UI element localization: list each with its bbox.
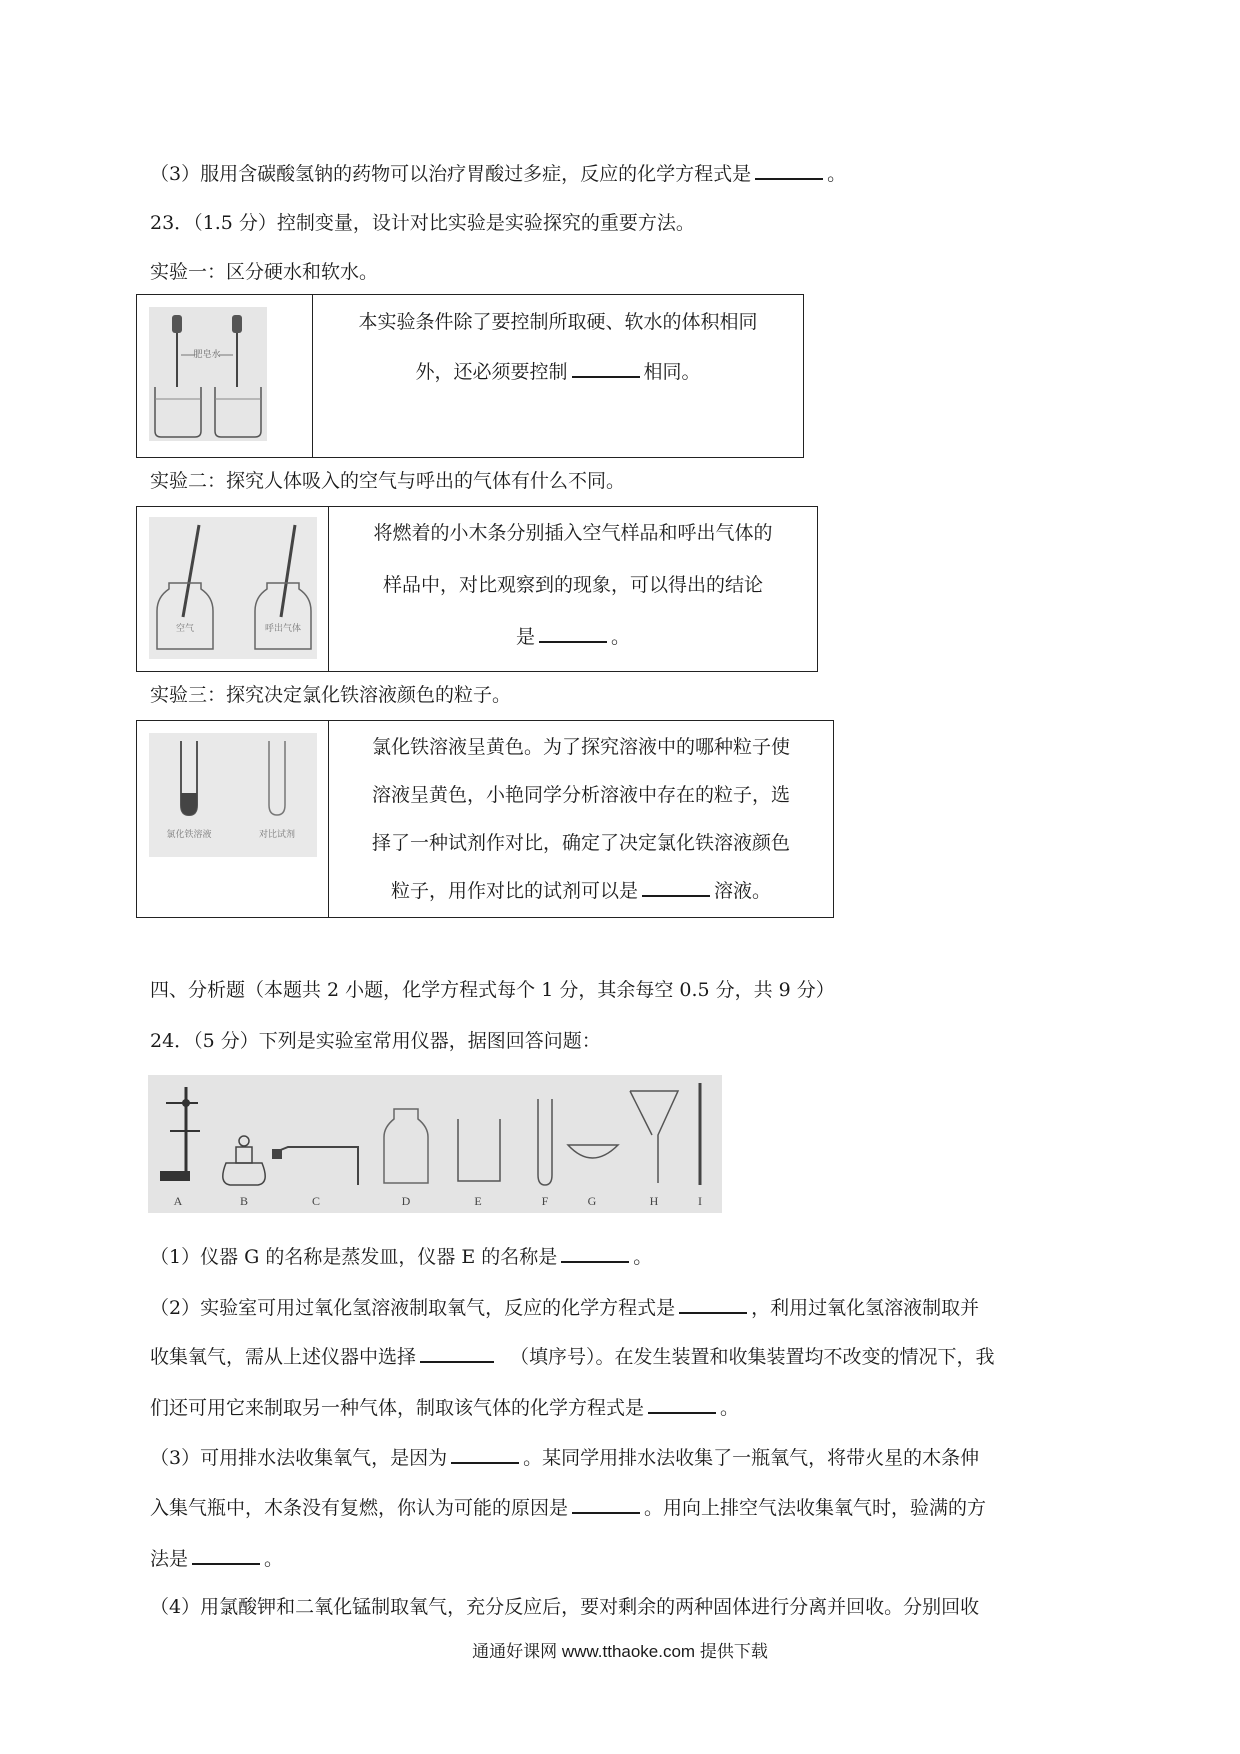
exp3-image-cell bbox=[137, 721, 329, 917]
apparatus-label-h: H bbox=[649, 1194, 659, 1208]
apparatus-figure bbox=[148, 1075, 722, 1213]
exp2-text-cell: 将燃着的小木条分别插入空气样品和呼出气体的 样品中，对比观察到的现象，可以得出的结论 是 。 bbox=[373, 522, 773, 648]
comparison-reagent-label: 对比试剂 bbox=[258, 829, 296, 839]
soap-water-label: 肥皂水 bbox=[193, 349, 221, 359]
ferric-chloride-label: 氯化铁溶液 bbox=[166, 829, 212, 839]
answer-blank bbox=[642, 877, 710, 897]
answer-blank bbox=[192, 1545, 260, 1565]
page-footer: 通通好课网 www.tthaoke.com 提供下载 bbox=[472, 1642, 768, 1661]
exp2-image bbox=[137, 507, 329, 669]
answer-blank bbox=[561, 1243, 629, 1263]
air-label: 空气 bbox=[175, 623, 195, 633]
apparatus-label-a: A bbox=[173, 1194, 183, 1208]
q24-header: 24．（5 分）下列是实验室常用仪器，据图回答问题： bbox=[150, 1030, 601, 1052]
apparatus-label-e: E bbox=[474, 1194, 482, 1208]
answer-blank bbox=[648, 1394, 716, 1414]
apparatus-label-g: G bbox=[587, 1194, 597, 1208]
q24-part2-line2: 收集氧气，需从上述仪器中选择 （填序号）。在发生装置和收集装置均不改变的情况下，我 bbox=[150, 1343, 995, 1370]
section4-header: 四、分析题（本题共 2 小题，化学方程式每个 1 分，其余每空 0.5 分，共 9 分） bbox=[150, 979, 835, 1001]
apparatus-label-c: C bbox=[311, 1194, 321, 1208]
exp2-table bbox=[136, 506, 818, 672]
q24-part2-line1: （2）实验室可用过氧化氢溶液制取氧气，反应的化学方程式是 ，利用过氧化氢溶液制取并 bbox=[150, 1294, 979, 1321]
exp2-title: 实验二：探究人体吸入的空气与呼出的气体有什么不同。 bbox=[150, 470, 626, 492]
q24-part3-line1: （3）可用排水法收集氧气，是因为 。某同学用排水法收集了一瓶氧气，将带火星的木条伸 bbox=[150, 1444, 979, 1471]
apparatus-label-d: D bbox=[401, 1194, 411, 1208]
apparatus-label-i: I bbox=[698, 1194, 702, 1208]
exp1-text-cell: 本实验条件除了要控制所取硬、软水的体积相同 外，还必须要控制 相同。 bbox=[358, 311, 758, 383]
apparatus-label-b: B bbox=[239, 1194, 249, 1208]
q24-part3-line3: 法是 。 bbox=[150, 1545, 283, 1572]
answer-blank bbox=[755, 160, 823, 180]
answer-blank bbox=[539, 623, 607, 643]
exp3-title: 实验三：探究决定氯化铁溶液颜色的粒子。 bbox=[150, 684, 512, 706]
answer-blank bbox=[679, 1294, 747, 1314]
exp3-text-cell: 氯化铁溶液呈黄色。为了探究溶液中的哪种粒子使 溶液呈黄色，小艳同学分析溶液中存在的粒子，选 择了一种试剂作对比，确定了决定氯化铁溶液颜色 粒子，用作对比的试剂可以是 溶液。 bbox=[371, 736, 790, 902]
answer-blank bbox=[451, 1444, 519, 1464]
q24-part1: （1）仪器 G 的名称是蒸发皿，仪器 E 的名称是 。 bbox=[150, 1243, 652, 1270]
q22-part3: （3）服用含碳酸氢钠的药物可以治疗胃酸过多症，反应的化学方程式是 。 bbox=[150, 160, 846, 187]
q24-part2-line3: 们还可用它来制取另一种气体，制取该气体的化学方程式是 。 bbox=[150, 1394, 739, 1421]
q24-part3-line2: 入集气瓶中，木条没有复燃，你认为可能的原因是 。用向上排空气法收集氧气时，验满的方 bbox=[150, 1494, 986, 1521]
q24-part4: （4）用氯酸钾和二氧化锰制取氧气，充分反应后，要对剩余的两种固体进行分离并回收。分别回收 bbox=[150, 1596, 980, 1618]
exp1-image bbox=[137, 295, 313, 455]
exp1-image-cell bbox=[137, 295, 313, 457]
answer-blank bbox=[420, 1343, 494, 1363]
answer-blank bbox=[572, 1494, 640, 1514]
exp3-image bbox=[137, 721, 329, 915]
apparatus-label-f: F bbox=[541, 1194, 549, 1208]
answer-blank bbox=[572, 358, 640, 378]
exhaled-air-label: 呼出气体 bbox=[264, 623, 302, 633]
exp1-table bbox=[136, 294, 804, 458]
exp2-image-cell bbox=[137, 507, 329, 671]
exp3-table bbox=[136, 720, 834, 918]
exp1-title: 实验一：区分硬水和软水。 bbox=[150, 261, 379, 283]
q23-header: 23．（1.5 分）控制变量，设计对比实验是实验探究的重要方法。 bbox=[150, 212, 695, 234]
